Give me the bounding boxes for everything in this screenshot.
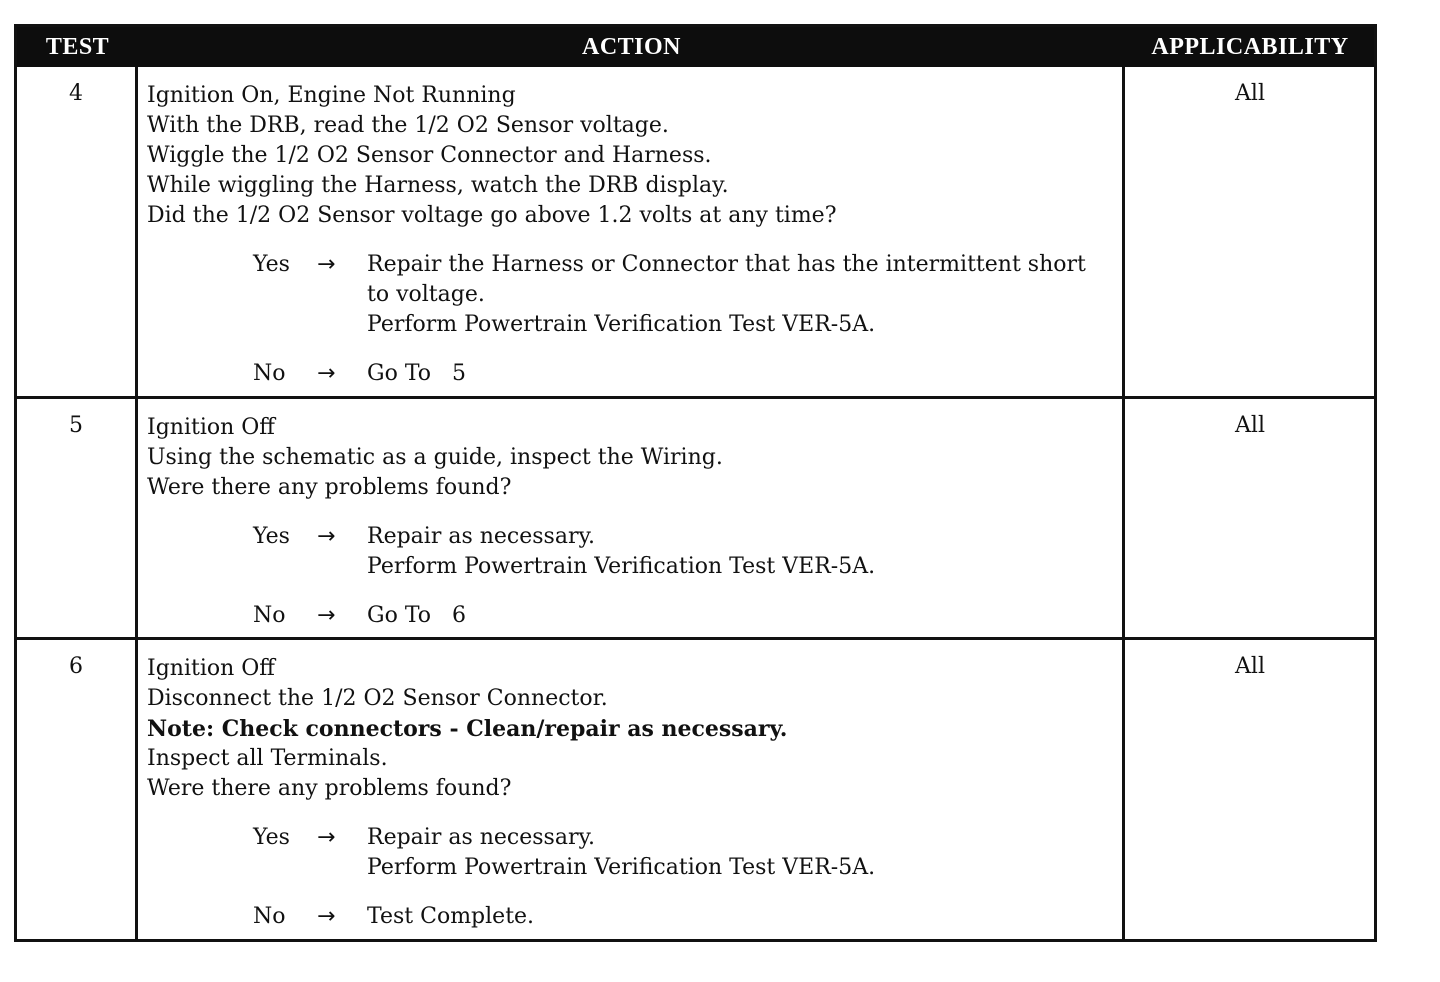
- action-line: Using the schematic as a guide, inspect the Wiring.: [147, 445, 723, 470]
- action-line: Wiggle the 1/2 O2 Sensor Connector and Harness.: [147, 143, 712, 168]
- table-header: [17, 27, 1374, 67]
- no-label: No: [253, 603, 286, 628]
- table-row: [17, 399, 1374, 637]
- no-label: No: [253, 361, 286, 386]
- no-result: [147, 359, 1122, 389]
- outcome-line: Go To 5: [367, 361, 466, 386]
- right-arrow-icon: →: [317, 904, 336, 929]
- no-label: No: [253, 904, 286, 929]
- table-row: [17, 640, 1374, 942]
- right-arrow-icon: →: [317, 603, 336, 628]
- action-cell: [147, 413, 1122, 631]
- right-arrow-icon: →: [317, 524, 336, 549]
- note-line: Note: Check connectors - Clean/repair as necessary.: [147, 716, 788, 742]
- action-line: While wiggling the Harness, watch the DRB display.: [147, 173, 729, 198]
- action-line: Were there any problems found?: [147, 475, 512, 500]
- right-arrow-icon: →: [317, 361, 336, 386]
- outcome-line: Test Complete.: [367, 904, 535, 929]
- test-number: 4: [69, 81, 83, 106]
- test-number: 5: [69, 413, 83, 438]
- outcome-line: to voltage.: [367, 282, 485, 307]
- action-cell: [147, 654, 1122, 932]
- outcome-line: Perform Powertrain Verification Test VER-5A.: [367, 312, 876, 337]
- action-line: Disconnect the 1/2 O2 Sensor Connector.: [147, 686, 608, 711]
- action-line: Ignition Off: [147, 415, 275, 440]
- action-line: Ignition Off: [147, 656, 275, 681]
- outcome-line: Repair the Harness or Connector that has the intermittent short: [367, 252, 1086, 277]
- yes-label: Yes: [253, 825, 290, 850]
- outcome-line: Go To 6: [367, 603, 466, 628]
- outcome-line: Perform Powertrain Verification Test VER-5A.: [367, 855, 876, 880]
- yes-label: Yes: [253, 524, 290, 549]
- diagnostic-test-table: [14, 24, 1377, 942]
- header-applicability: APPLICABILITY: [1151, 34, 1349, 60]
- action-line: Did the 1/2 O2 Sensor voltage go above 1.2 volts at any time?: [147, 203, 837, 228]
- applicability-value: All: [1235, 413, 1265, 438]
- action-line: With the DRB, read the 1/2 O2 Sensor voltage.: [147, 113, 669, 138]
- yes-label: Yes: [253, 252, 290, 277]
- action-line: Ignition On, Engine Not Running: [147, 83, 516, 108]
- action-cell: [147, 81, 1122, 389]
- no-outcome: [367, 359, 1122, 389]
- action-line: Were there any problems found?: [147, 776, 512, 801]
- yes-result: [147, 250, 1122, 340]
- table-row: [17, 67, 1374, 396]
- yes-outcome: [367, 522, 1122, 582]
- no-outcome: [367, 902, 1122, 932]
- no-result: [147, 902, 1122, 932]
- no-result: [147, 601, 1122, 631]
- right-arrow-icon: →: [317, 252, 336, 277]
- yes-outcome: [367, 250, 1122, 340]
- outcome-line: Repair as necessary.: [367, 524, 595, 549]
- outcome-line: Repair as necessary.: [367, 825, 595, 850]
- outcome-line: Perform Powertrain Verification Test VER-5A.: [367, 554, 876, 579]
- right-arrow-icon: →: [317, 825, 336, 850]
- test-number: 6: [69, 654, 83, 679]
- applicability-value: All: [1235, 81, 1265, 106]
- yes-result: [147, 823, 1122, 883]
- header-test: TEST: [45, 34, 110, 60]
- applicability-value: All: [1235, 654, 1265, 679]
- action-line: Inspect all Terminals.: [147, 746, 388, 771]
- yes-outcome: [367, 823, 1122, 883]
- no-outcome: [367, 601, 1122, 631]
- yes-result: [147, 522, 1122, 582]
- header-action: ACTION: [581, 34, 681, 60]
